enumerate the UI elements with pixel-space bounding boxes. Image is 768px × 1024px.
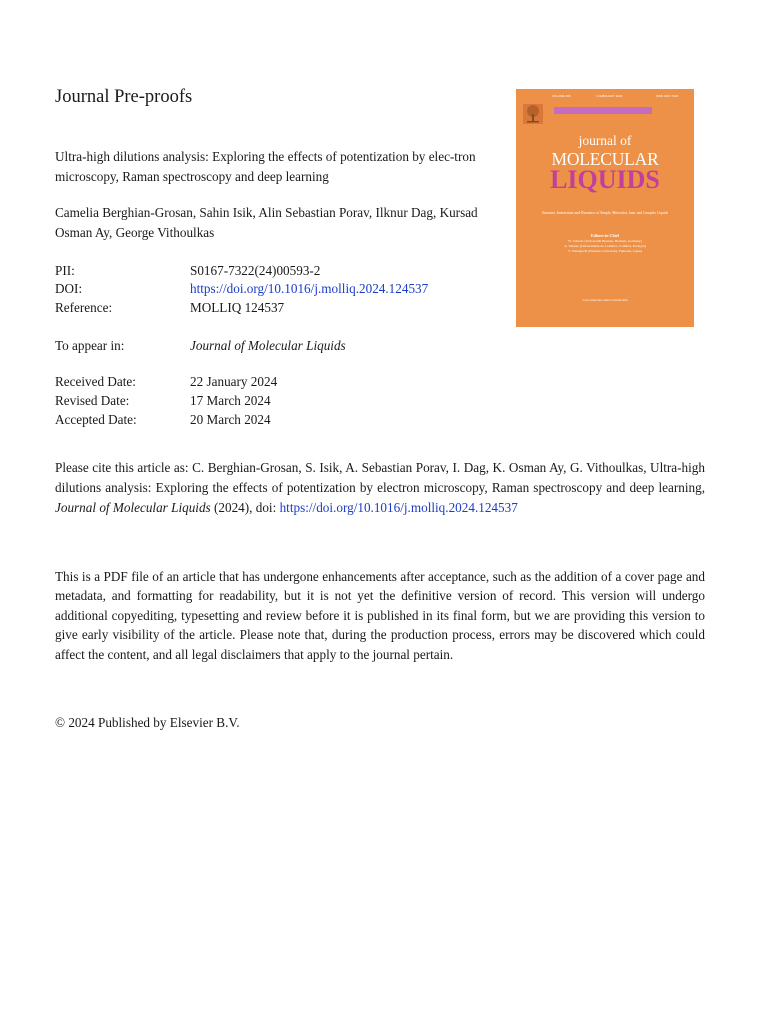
cover-editor-3: T. Yamaguchi (Fukuoka University, Fukuoka, Japan) [568, 249, 642, 253]
doi-link[interactable]: https://doi.org/10.1016/j.molliq.2024.124537 [190, 281, 429, 296]
revised-label: Revised Date: [55, 393, 130, 408]
page-title: Journal Pre-proofs [55, 87, 193, 107]
accepted-label: Accepted Date: [55, 412, 137, 427]
doi-label: DOI: [55, 281, 83, 296]
cover-volume: VOLUME 395 [552, 94, 571, 98]
cover-highlight-bar [554, 107, 652, 114]
received-date: 22 January 2024 [190, 374, 278, 389]
citation-journal: Journal of Molecular Liquids [55, 500, 211, 515]
article-authors: Camelia Berghian-Grosan, Sahin Isik, Alin Sebastian Porav, Ilknur Dag, Kursad Osman Ay, George Vithoulkas [55, 205, 478, 240]
cover-editors-heading: Editors-in-Chief [591, 233, 619, 238]
pii-label: PII: [55, 263, 75, 278]
citation-doi-link[interactable]: https://doi.org/10.1016/j.molliq.2024.124537 [279, 500, 518, 515]
cover-url: www.elsevier.com/locate/molliq [582, 298, 628, 302]
cover-issn: ISSN 0167-7322 [656, 94, 679, 98]
citation-middle: (2024), doi: [210, 500, 280, 515]
cover-molecular: MOLECULAR [551, 149, 659, 169]
accepted-date: 20 March 2024 [190, 412, 271, 427]
cover-editor-2: A. Valente (Universidade de Coimbra, Coimbra, Portugal) [564, 244, 646, 248]
pdf-notice-paragraph: This is a PDF file of an article that has undergone enhancements after acceptance, such as the addition of a cover page and metadata, and formatting for readability, but it is not yet the definitive version of record. This version will undergo additional copyediting, typesetting and review before it is published in its final form, but we are providing this version to give early visibility of the article. Please note that, during the production process, errors may be discovered which could affect the content, and all legal disclaimers that apply to the journal pertain. [55, 569, 705, 662]
cover-editors-list [516, 239, 694, 254]
cover-top-bar [516, 89, 694, 103]
article-title: Ultra-high dilutions analysis: Exploring the effects of potentization by elec-tron microscopy, Raman spectroscopy and deep learning [55, 149, 476, 184]
reference-value: MOLLIQ 124537 [190, 300, 285, 315]
received-label: Received Date: [55, 374, 136, 389]
journal-name: Journal of Molecular Liquids [190, 338, 346, 353]
citation-prefix: Please cite this article as: C. Berghian-Grosan, S. Isik, A. Sebastian Porav, I. Dag, K. Osman Ay, G. Vithoulkas, Ultra-high dilutions analysis: Exploring the effects of potentization by electron microscopy, Raman spectroscopy and deep learning, [55, 460, 705, 495]
to-appear-label: To appear in: [55, 338, 125, 353]
cover-scope: Structure, Interactions and Dynamics of Simple, Molecular, Ionic and Complex Liquids [541, 211, 669, 215]
journal-cover-image [516, 89, 694, 327]
cover-liquids: LIQUIDS [550, 165, 660, 194]
cover-journal-of: journal of [578, 133, 632, 148]
cover-editor-1: W. Schröer (Universität Bremen, Bremen, Germany) [568, 239, 642, 243]
pii-value: S0167-7322(24)00593-2 [190, 263, 321, 278]
cover-date: 1 FEBRUARY 2024 [596, 94, 623, 98]
revised-date: 17 March 2024 [190, 393, 271, 408]
reference-label: Reference: [55, 300, 113, 315]
elsevier-tree-logo-icon [522, 103, 544, 125]
citation-paragraph [55, 458, 705, 518]
copyright-notice: © 2024 Published by Elsevier B.V. [55, 715, 240, 730]
